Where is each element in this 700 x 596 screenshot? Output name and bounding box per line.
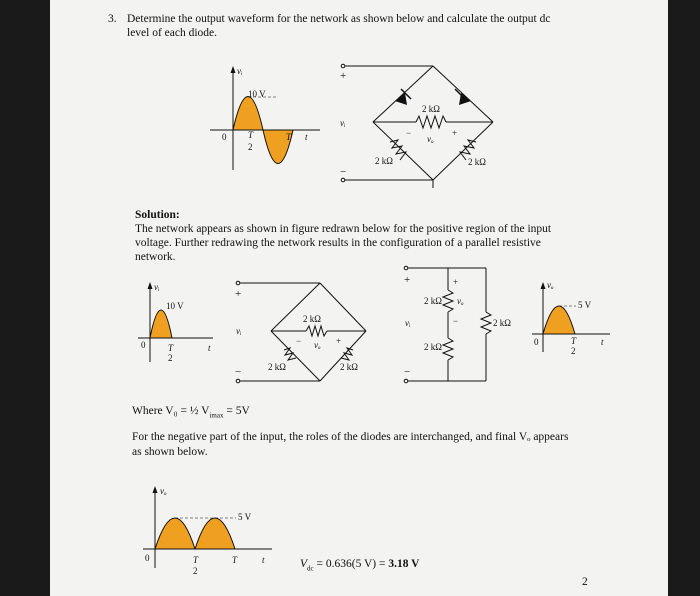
top-t-label: T xyxy=(286,132,292,142)
solution-line-2: voltage. Further redrawing the network results in the configuration of a parallel resistive xyxy=(135,237,541,249)
par-r2-label: 2 kΩ xyxy=(424,342,442,352)
mid-plus: + xyxy=(235,288,242,300)
half-wave-1 xyxy=(155,518,195,549)
mid-r-left-label: 2 kΩ xyxy=(268,362,286,372)
top-vo-minus: − xyxy=(406,128,412,138)
bottom-time-label: t xyxy=(262,555,265,565)
negative-line-2: as shown below. xyxy=(132,446,208,458)
mid-out-vo-label: vₒ xyxy=(547,280,554,290)
mid-r-top-label: 2 kΩ xyxy=(303,314,321,324)
result-expr: = 0.636(5 V) = xyxy=(313,558,389,570)
where-tail: = 5V xyxy=(223,405,250,417)
bottom-output-waveform xyxy=(50,0,668,596)
mid-origin-label: 0 xyxy=(141,340,146,350)
problem-line-2: level of each diode. xyxy=(127,27,218,39)
mid-t-half-num: T xyxy=(168,343,174,353)
result-lhs: V xyxy=(300,558,308,570)
top-t-half-num: T xyxy=(248,130,254,140)
top-peak-label: 10 V xyxy=(248,89,266,99)
top-plus: + xyxy=(340,70,347,82)
solution-line-3: network. xyxy=(135,251,176,263)
top-r-left-label: 2 kΩ xyxy=(375,156,393,166)
mid-minus: − xyxy=(235,366,242,378)
bottom-vo-label: vₒ xyxy=(160,486,167,496)
par-r3-label: 2 kΩ xyxy=(493,318,511,328)
half-wave-2 xyxy=(195,518,235,549)
par-vo-minus: − xyxy=(453,316,459,326)
mid-out-t-half-den: 2 xyxy=(571,346,576,356)
bottom-t-label: T xyxy=(232,555,238,565)
par-plus: + xyxy=(404,274,411,286)
mid-vo-minus: − xyxy=(296,336,302,346)
result-answer: 3.18 V xyxy=(388,558,420,570)
problem-line-1: Determine the output waveform for the network as shown below and calculate the output dc xyxy=(127,13,551,25)
top-r-right-label: 2 kΩ xyxy=(468,157,486,167)
top-origin-label: 0 xyxy=(222,132,227,142)
mid-vo-plus: + xyxy=(336,336,342,346)
top-r-top-label: 2 kΩ xyxy=(422,104,440,114)
top-t-half-den: 2 xyxy=(248,142,253,152)
top-time-label: t xyxy=(305,132,308,142)
mid-t-half-den: 2 xyxy=(168,353,173,363)
mid-out-t-half-num: T xyxy=(571,336,577,346)
mid-time-label: t xyxy=(208,343,211,353)
mid-vi-label: vᵢ xyxy=(154,282,160,292)
top-input-label: vᵢ xyxy=(340,118,346,128)
mid-out-origin: 0 xyxy=(534,337,539,347)
mid-out-peak-label: 5 V xyxy=(578,300,592,310)
result-lhs-sub: dc xyxy=(307,564,314,573)
problem-number: 3. xyxy=(108,13,117,25)
bottom-peak-label: 5 V xyxy=(238,512,252,522)
negative-line-1: For the negative part of the input, the roles of the diodes are interchanged, and final Vₒ appears xyxy=(132,431,569,443)
top-vi-label: vᵢ xyxy=(237,66,243,76)
par-input-label: vᵢ xyxy=(405,318,411,328)
where-text: Where V₀ = ½ V xyxy=(132,405,210,417)
page-number: 2 xyxy=(582,576,588,588)
where-sub: imax xyxy=(209,411,224,420)
solution-heading: Solution: xyxy=(135,209,180,221)
bottom-t-half-den: 2 xyxy=(193,566,198,576)
par-minus: − xyxy=(404,366,411,378)
par-vo-label: vₒ xyxy=(457,296,464,306)
mid-peak-label: 10 V xyxy=(166,301,184,311)
arrow-up-icon xyxy=(153,486,158,493)
mid-input-label: vᵢ xyxy=(236,326,242,336)
mid-vo-label: vₒ xyxy=(314,340,321,350)
bottom-origin-label: 0 xyxy=(145,553,150,563)
top-minus: − xyxy=(340,166,347,178)
bottom-t-half-num: T xyxy=(193,555,199,565)
par-r1-label: 2 kΩ xyxy=(424,296,442,306)
mid-r-right-label: 2 kΩ xyxy=(340,362,358,372)
document-page xyxy=(50,0,668,596)
top-vo-label: vₒ xyxy=(427,134,434,144)
mid-out-time-label: t xyxy=(601,337,604,347)
top-vo-plus: + xyxy=(452,128,458,138)
solution-line-1: The network appears as shown in figure redrawn below for the positive region of the input xyxy=(135,223,552,235)
par-vo-plus: + xyxy=(453,277,459,287)
result-equation xyxy=(300,558,419,572)
